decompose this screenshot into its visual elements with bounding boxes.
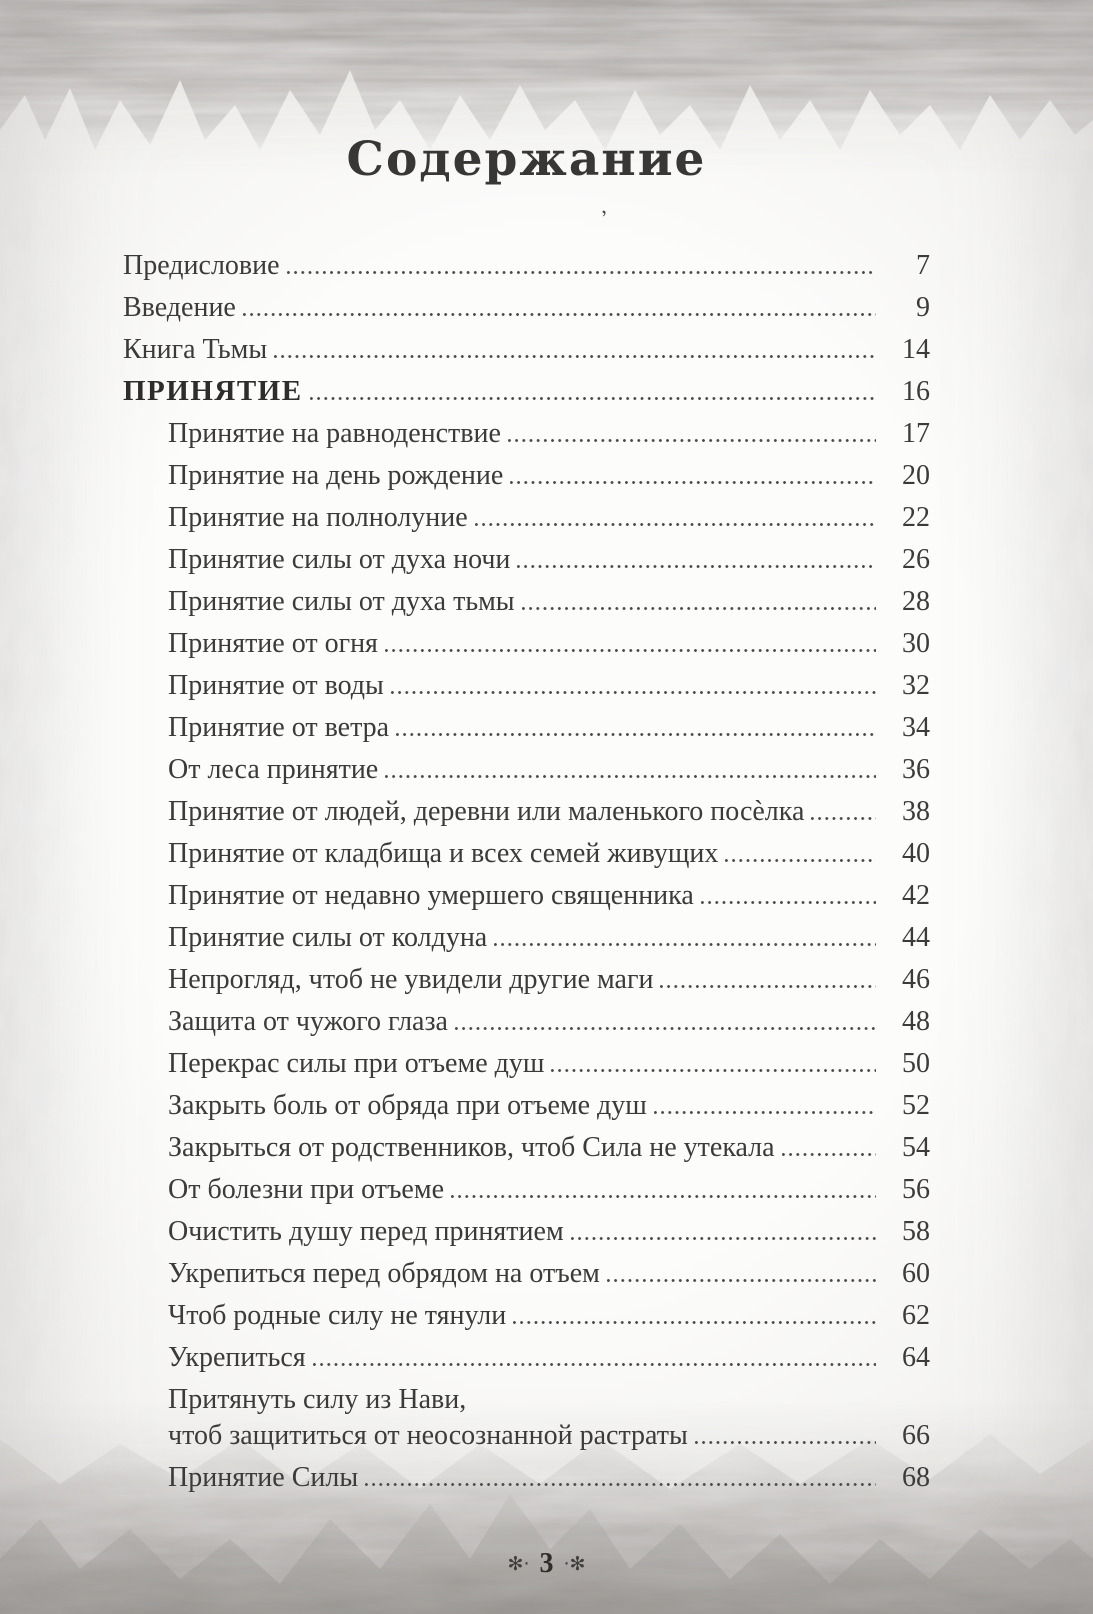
toc-entry-page: 48: [902, 1006, 930, 1037]
toc-entry: [123, 1342, 930, 1373]
toc-entry-line: [168, 1462, 930, 1493]
dot-leader: [287, 271, 876, 274]
dot-leader: [782, 1153, 876, 1156]
toc-entry-page: 64: [902, 1342, 930, 1373]
toc-entry-label: Введение: [123, 292, 236, 323]
toc-entry-label: Перекрас силы при отъеме душ: [168, 1048, 545, 1079]
toc-entry-label: Чтоб родные силу не тянули: [168, 1300, 507, 1331]
toc-entry-label: Укрепиться: [168, 1342, 306, 1373]
toc-entry: [123, 586, 930, 617]
page-number: 3: [539, 1548, 554, 1579]
toc-entry-label: От леса принятие: [168, 754, 379, 785]
dot-leader: [385, 649, 876, 652]
toc-entry-line: [123, 334, 930, 365]
toc-entry-label: Очистить душу перед принятием: [168, 1216, 564, 1247]
toc-entry-page: 7: [916, 250, 930, 281]
toc-entry-page: 46: [902, 964, 930, 995]
toc-entry-page: 44: [902, 922, 930, 953]
toc-entry-page: 54: [902, 1132, 930, 1163]
toc-entry-page: 38: [902, 796, 930, 827]
toc-entry: [123, 1090, 930, 1121]
toc-entry-line: [168, 1384, 930, 1415]
dot-leader: [660, 985, 876, 988]
dot-leader: [455, 1027, 876, 1030]
toc-entry-page: 34: [902, 712, 930, 743]
toc-entry-page: 56: [902, 1174, 930, 1205]
toc-entry: [123, 754, 930, 785]
toc-entry-line: [168, 1258, 930, 1289]
toc-entry-line: [168, 838, 930, 869]
toc-entry-line: [168, 460, 930, 491]
toc-entry-label: Принятие от воды: [168, 670, 384, 701]
toc-entry-page: 40: [902, 838, 930, 869]
dot-leader: [391, 691, 876, 694]
toc-entry-line: [168, 544, 930, 575]
dot-leader: [551, 1069, 876, 1072]
toc-entry: [123, 418, 930, 449]
dot-leader: [517, 565, 876, 568]
toc-entry-page: 14: [902, 334, 930, 365]
dot-leader: [494, 943, 876, 946]
dot-leader: [313, 1363, 876, 1366]
toc-entry: [123, 1132, 930, 1163]
toc-entry-line: [168, 1006, 930, 1037]
toc-entry-page: 68: [902, 1462, 930, 1493]
toc-entry-page: 42: [902, 880, 930, 911]
toc-entry-label: Принятие от недавно умершего священника: [168, 880, 694, 911]
toc-entry-label: Книга Тьмы: [123, 334, 268, 365]
dot-leader: [695, 1441, 876, 1444]
dot-leader: [451, 1195, 876, 1198]
dot-leader: [310, 397, 876, 400]
toc-entry: [123, 712, 930, 743]
toc-entry-line: [168, 1090, 930, 1121]
toc-entry-label: Предисловие: [123, 250, 280, 281]
dot-leader: [243, 313, 876, 316]
dot-leader: [513, 1321, 876, 1324]
toc-entry-page: 28: [902, 586, 930, 617]
toc-entry-label: Закрыться от родственников, чтоб Сила не утекала: [168, 1132, 775, 1163]
dot-leader: [365, 1483, 876, 1486]
texture-edge-left: [0, 150, 95, 1410]
toc-entry-line: [168, 1174, 930, 1205]
toc-entry-label: От болезни при отъеме: [168, 1174, 444, 1205]
toc-entry: [123, 628, 930, 659]
toc-entry-label: Принятие силы от духа тьмы: [168, 586, 515, 617]
toc-entry: [123, 376, 930, 407]
page-footer: [0, 1548, 1093, 1580]
toc-entry-page: 17: [902, 418, 930, 449]
toc-entry: [123, 838, 930, 869]
toc-entry-page: 9: [916, 292, 930, 323]
toc-entry-page: 22: [902, 502, 930, 533]
dot-leader: [475, 523, 876, 526]
toc-entry-line: [123, 376, 930, 407]
toc-entry-line: [168, 418, 930, 449]
toc-entry-page: 58: [902, 1216, 930, 1247]
toc-entry-page: 52: [902, 1090, 930, 1121]
toc-entry-line: [168, 964, 930, 995]
toc-entry: [123, 922, 930, 953]
toc-entry: [123, 250, 930, 281]
toc-entry-label: чтоб защититься от неосознанной растраты: [168, 1420, 688, 1451]
toc-entry-page: 32: [902, 670, 930, 701]
toc-entry: [123, 1300, 930, 1331]
toc-entry: [123, 502, 930, 533]
toc-entry-label: Принятие на день рождение: [168, 460, 504, 491]
toc-entry-label: Принятие на полнолуние: [168, 502, 468, 533]
toc-entry-line: [168, 1342, 930, 1373]
floral-ornament-right-icon: ·✻: [563, 1553, 586, 1575]
page-title: Содержание: [346, 132, 707, 187]
toc-entry-label: Укрепиться перед обрядом на отъем: [168, 1258, 600, 1289]
dot-leader: [571, 1237, 876, 1240]
dot-leader: [274, 355, 876, 358]
dot-leader: [654, 1111, 876, 1114]
dot-leader: [510, 481, 876, 484]
toc-entry-line: [168, 712, 930, 743]
dot-leader: [725, 859, 876, 862]
toc-entry-label: Принятие силы от колдуна: [168, 922, 488, 953]
toc-entry-line: [168, 754, 930, 785]
toc-entry-page: 20: [902, 460, 930, 491]
toc-entry: [123, 964, 930, 995]
toc-entry-line: [168, 796, 930, 827]
toc-entry-line: [168, 880, 930, 911]
toc-entry-page: 36: [902, 754, 930, 785]
toc-entry-label: Принятие от ветра: [168, 712, 390, 743]
toc-entry-line: [123, 250, 930, 281]
toc-entry: [123, 1048, 930, 1079]
toc-entry-line: [168, 670, 930, 701]
toc-entry-line: [168, 628, 930, 659]
floral-ornament-left-icon: ✻·: [507, 1553, 530, 1575]
toc-entry-label: Принятие Силы: [168, 1462, 359, 1493]
toc-entry-page: 30: [902, 628, 930, 659]
dot-leader: [522, 607, 876, 610]
toc-entry-page: 16: [902, 376, 930, 407]
toc-entry-label: Принятие силы от духа ночи: [168, 544, 511, 575]
toc-list: [123, 250, 930, 1504]
toc-entry-line: [168, 586, 930, 617]
dot-leader: [811, 817, 876, 820]
toc-entry-page: 62: [902, 1300, 930, 1331]
toc-entry-line: [168, 1420, 930, 1451]
toc-entry-label: Непрогляд, чтоб не увидели другие маги: [168, 964, 654, 995]
toc-entry: [123, 670, 930, 701]
toc-entry-page: 66: [902, 1420, 930, 1451]
toc-entry-label: Принятие от людей, деревни или маленького посѐлка: [168, 796, 805, 827]
toc-entry: [123, 460, 930, 491]
ink-speck: ,: [597, 192, 608, 219]
dot-leader: [701, 901, 876, 904]
toc-entry: [123, 1174, 930, 1205]
toc-entry: [123, 1258, 930, 1289]
toc-entry: [123, 1462, 930, 1493]
toc-entry-label: Принятие от огня: [168, 628, 378, 659]
toc-entry: [123, 1006, 930, 1037]
toc-entry: [123, 1384, 930, 1451]
toc-entry-line: [168, 1216, 930, 1247]
dot-leader: [385, 775, 876, 778]
toc-entry-line: [168, 922, 930, 953]
toc-entry-page: 60: [902, 1258, 930, 1289]
toc-entry: [123, 1216, 930, 1247]
toc-entry-label: Защита от чужого глаза: [168, 1006, 448, 1037]
toc-entry: [123, 334, 930, 365]
toc-entry-label: Закрыть боль от обряда при отъеме душ: [168, 1090, 647, 1121]
toc-entry: [123, 880, 930, 911]
toc-entry: [123, 544, 930, 575]
dot-leader: [396, 733, 876, 736]
toc-entry-label: Принятие от кладбища и всех семей живущих: [168, 838, 719, 869]
toc-entry-label: ПРИНЯТИЕ: [123, 375, 303, 407]
toc-entry-page: 50: [902, 1048, 930, 1079]
toc-entry: [123, 292, 930, 323]
toc-entry-line: [168, 1132, 930, 1163]
toc-entry-line: [168, 502, 930, 533]
toc-entry-label: Принятие на равноденствие: [168, 418, 501, 449]
toc-entry-line: [123, 292, 930, 323]
texture-edge-right: [998, 150, 1093, 1410]
toc-entry-line: [168, 1048, 930, 1079]
toc-entry: [123, 796, 930, 827]
toc-entry-line: [168, 1300, 930, 1331]
toc-entry-page: 26: [902, 544, 930, 575]
dot-leader: [508, 439, 876, 442]
toc-entry-label: Притянуть силу из Нави,: [168, 1384, 467, 1415]
dot-leader: [607, 1279, 876, 1282]
